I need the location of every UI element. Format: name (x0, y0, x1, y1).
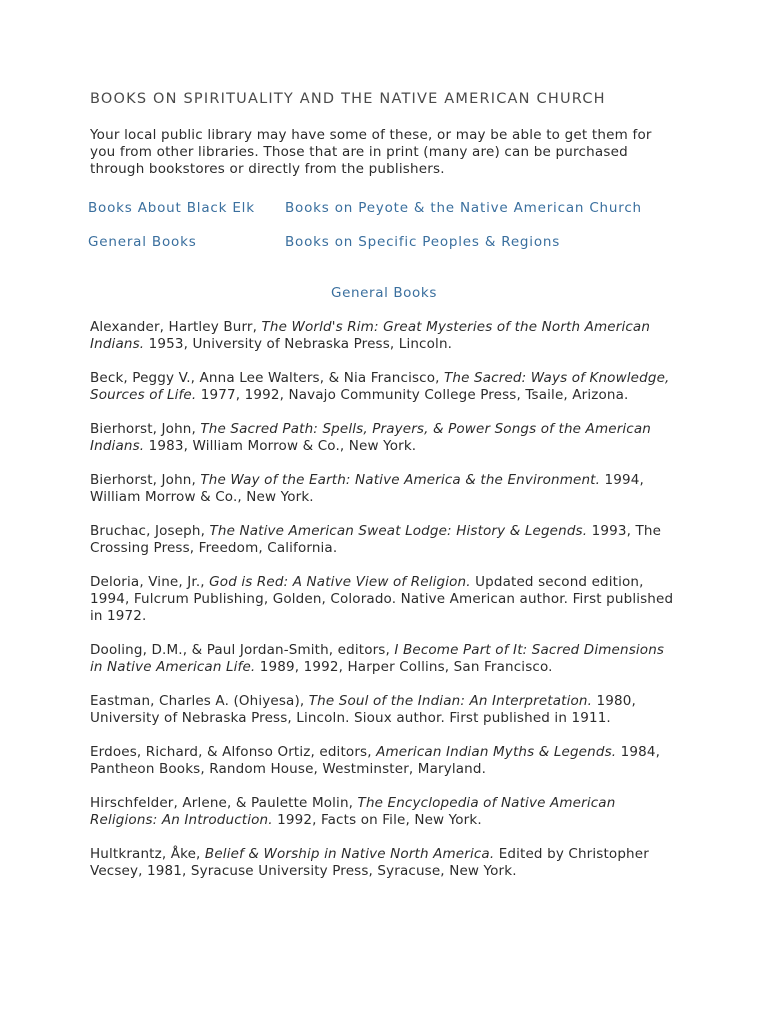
book-publication: 1980, University of Nebraska Press, Lincoln. Sioux author. First published in 1911. (90, 693, 636, 726)
book-title: The Encyclopedia of Native American Religions: An Introduction. (90, 795, 616, 828)
book-title: The Sacred Path: Spells, Prayers, & Power Songs of the American Indians. (90, 421, 652, 454)
book-author: Dooling, D.M., & Paul Jordan-Smith, editors, (90, 642, 395, 658)
book-entry (90, 319, 680, 353)
book-title: American Indian Myths & Legends. (376, 744, 617, 760)
book-publication: Updated second edition, 1994, Fulcrum Publishing, Golden, Colorado. Native American author. First published in 1972. (90, 574, 674, 624)
book-entry (90, 744, 680, 778)
book-entry (90, 472, 680, 506)
book-publication: 1989, 1992, Harper Collins, San Francisco. (255, 659, 553, 675)
book-title: I Become Part of It: Sacred Dimensions in Native American Life. (90, 642, 665, 675)
book-title: The Way of the Earth: Native America & the Environment. (200, 472, 601, 488)
book-publication: 1984, Pantheon Books, Random House, Westminster, Maryland. (90, 744, 661, 777)
book-publication: 1983, William Morrow & Co., New York. (144, 438, 417, 454)
book-publication: 1993, The Crossing Press, Freedom, California. (90, 523, 662, 556)
book-author: Deloria, Vine, Jr., (90, 574, 210, 590)
book-publication: 1977, 1992, Navajo Community College Press, Tsaile, Arizona. (196, 387, 629, 403)
book-entry (90, 370, 680, 404)
book-publication: 1953, University of Nebraska Press, Lincoln. (144, 336, 453, 352)
book-author: Hirschfelder, Arlene, & Paulette Molin, (90, 795, 358, 811)
book-title: The World's Rim: Great Mysteries of the North American Indians. (90, 319, 651, 352)
book-entry (90, 642, 680, 676)
book-entry (90, 574, 680, 625)
book-title: Belief & Worship in Native North America. (204, 846, 495, 862)
book-author: Alexander, Hartley Burr, (90, 319, 262, 335)
book-author: Beck, Peggy V., Anna Lee Walters, & Nia Francisco, (90, 370, 445, 386)
book-title: God is Red: A Native View of Religion. (209, 574, 471, 590)
book-entry (90, 421, 680, 455)
book-entry (90, 846, 680, 880)
book-author: Hultkrantz, Åke, (90, 846, 205, 862)
book-author: Bierhorst, John, (90, 472, 201, 488)
book-entry (90, 693, 680, 727)
book-list (90, 319, 680, 897)
nav-link-general-books[interactable]: General Books (88, 234, 197, 250)
book-publication: 1992, Facts on File, New York. (272, 812, 482, 828)
book-title: The Soul of the Indian: An Interpretation. (308, 693, 593, 709)
section-heading-general-books: General Books (331, 285, 437, 301)
book-publication: Edited by Christopher Vecsey, 1981, Syracuse University Press, Syracuse, New York. (90, 846, 649, 879)
nav-link-black-elk[interactable]: Books About Black Elk (88, 200, 255, 216)
book-entry (90, 795, 680, 829)
page-title: BOOKS ON SPIRITUALITY AND THE NATIVE AMERICAN CHURCH (90, 91, 606, 107)
book-entry (90, 523, 680, 557)
book-title: The Native American Sweat Lodge: History & Legends. (209, 523, 588, 539)
book-author: Erdoes, Richard, & Alfonso Ortiz, editors, (90, 744, 377, 760)
book-author: Eastman, Charles A. (Ohiyesa), (90, 693, 309, 709)
book-author: Bierhorst, John, (90, 421, 201, 437)
book-title: The Sacred: Ways of Knowledge, Sources of Life. (90, 370, 670, 403)
book-author: Bruchac, Joseph, (90, 523, 210, 539)
intro-paragraph: Your local public library may have some of these, or may be able to get them for you from other libraries. Those that are in print (many are) can be purchased through bookstores or directly from the publishers. (90, 127, 652, 177)
nav-link-specific-peoples[interactable]: Books on Specific Peoples & Regions (285, 234, 561, 250)
nav-link-peyote[interactable]: Books on Peyote & the Native American Church (285, 200, 642, 216)
book-publication: 1994, William Morrow & Co., New York. (90, 472, 644, 505)
